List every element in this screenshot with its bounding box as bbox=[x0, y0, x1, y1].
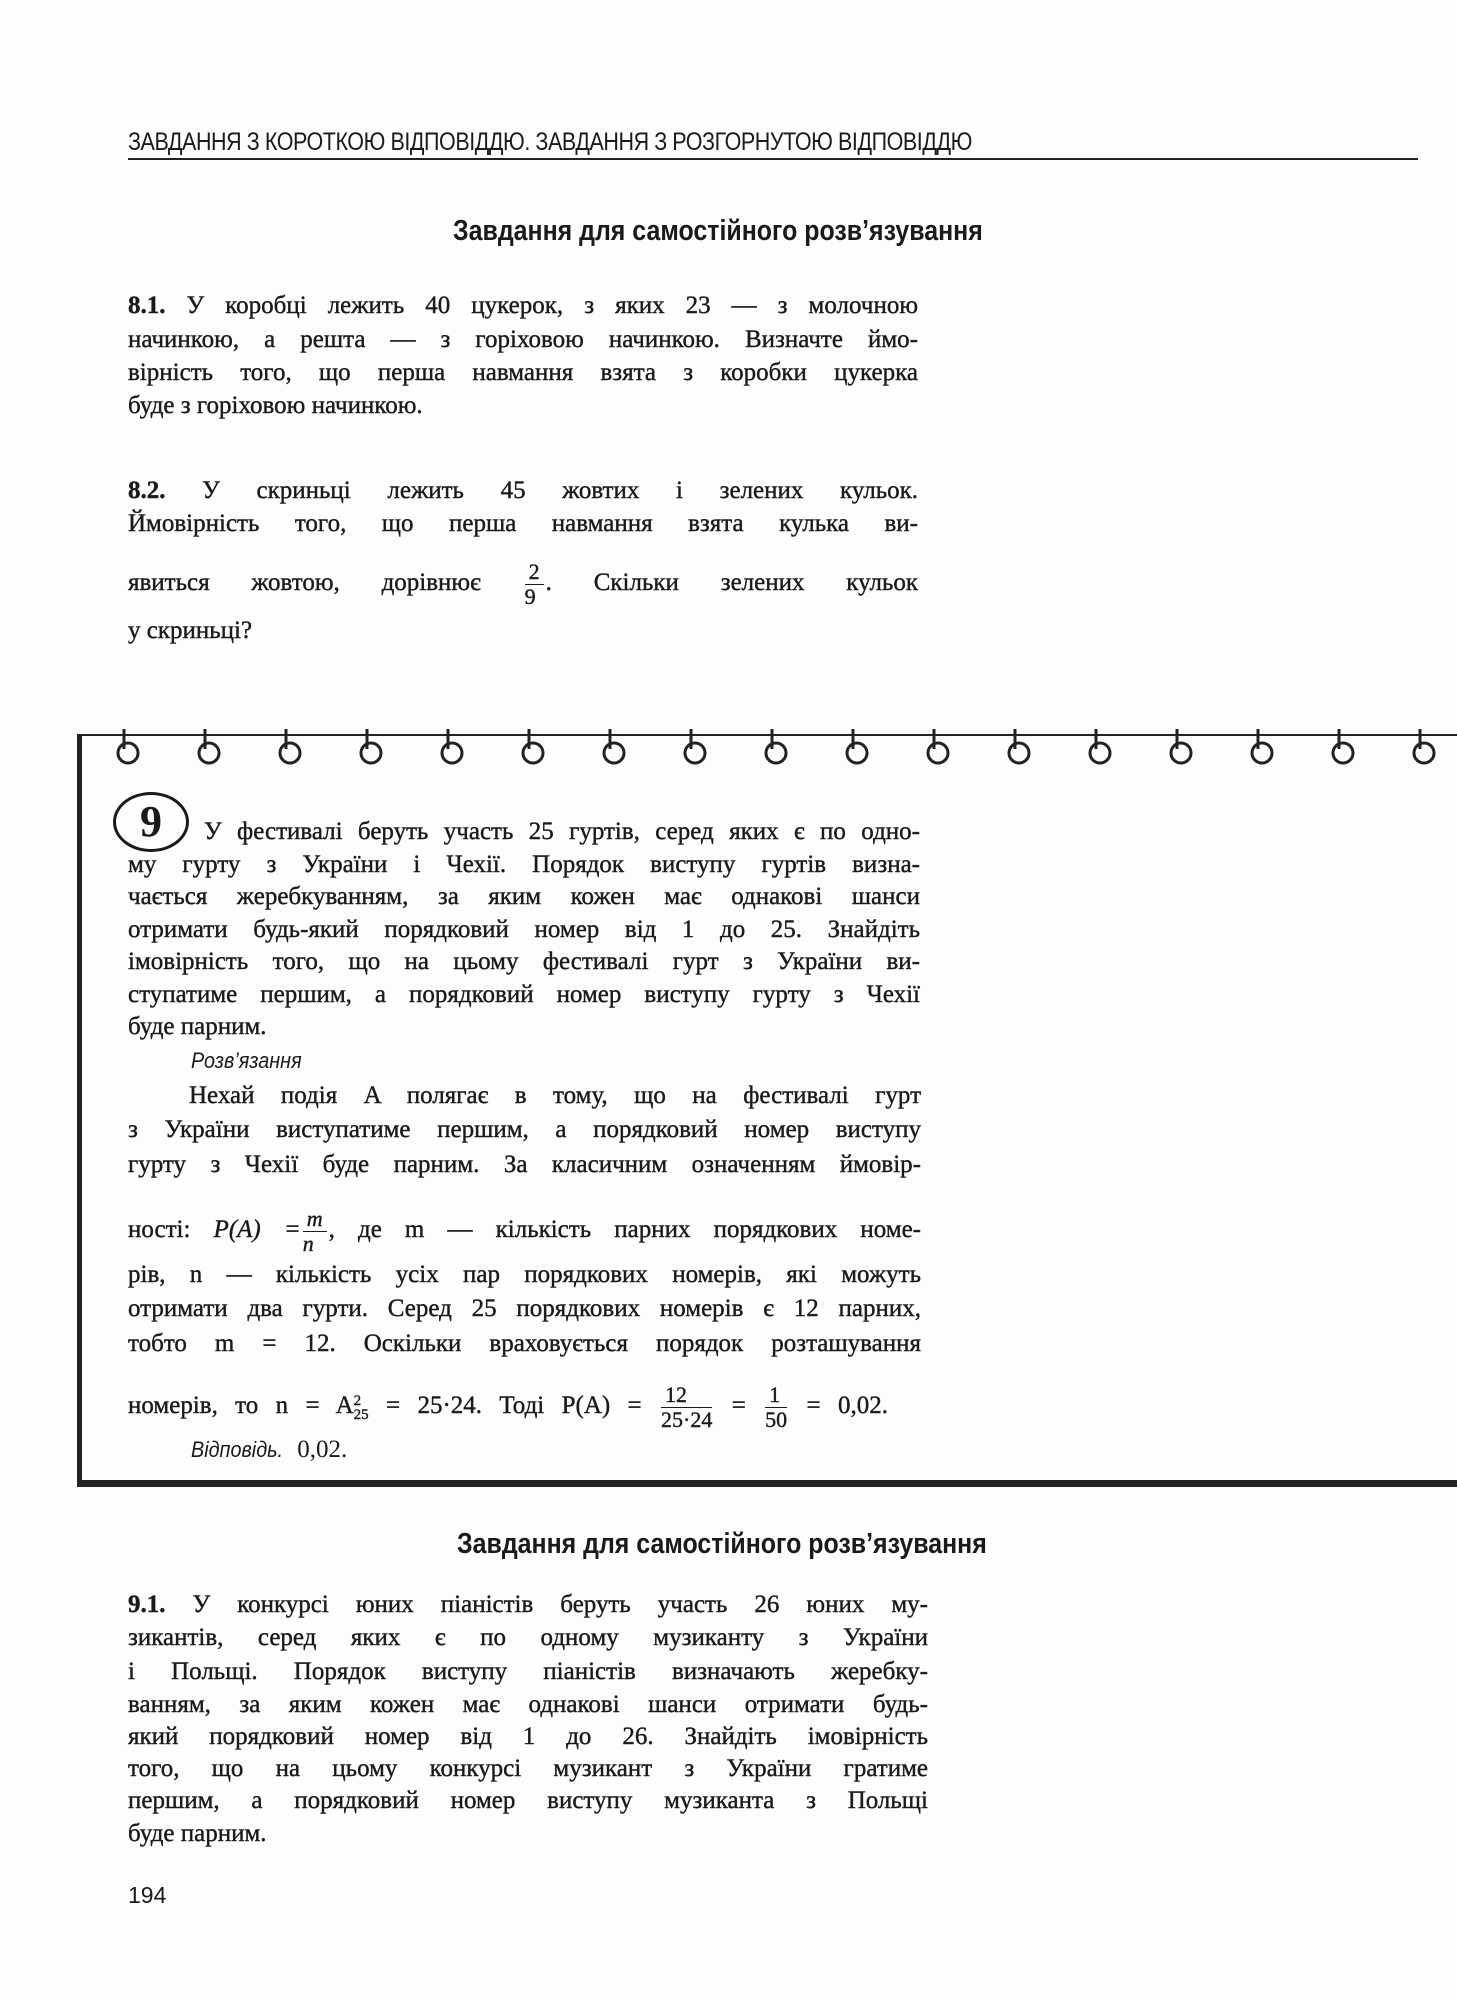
problem-line bbox=[128, 476, 918, 506]
solution-line bbox=[128, 1382, 888, 1432]
problem-line: Ймовірність того, що перша навмання взята кулька ви- bbox=[128, 510, 918, 537]
problem-line: імовірність того, що на цьому фестивалі гурт з України ви- bbox=[128, 948, 920, 975]
problem-line: зикантів, серед яких є по одному музиканту з України bbox=[128, 1624, 928, 1651]
line-text: = 0,02. bbox=[806, 1392, 888, 1420]
superscript: 2 bbox=[353, 1392, 362, 1409]
problem-line: першим, а порядковий номер виступу музиканта з Польщі bbox=[128, 1787, 928, 1814]
problem-line: того, що на цьому конкурсі музикант з України гратиме bbox=[128, 1755, 928, 1782]
line-text: = 25·24. Тоді P(A) = bbox=[386, 1392, 642, 1420]
example-number-badge: 9 bbox=[113, 792, 189, 852]
problem-line bbox=[128, 559, 919, 609]
fraction bbox=[661, 1383, 712, 1432]
solution-line: гурту з Чехії буде парним. За класичним означенням ймовір- bbox=[128, 1151, 921, 1178]
ring-icon bbox=[118, 729, 138, 763]
ring-icon bbox=[1252, 729, 1272, 763]
ring-icon bbox=[1009, 729, 1029, 763]
problem-line: му гурту з України і Чехії. Порядок виступу гуртів визна- bbox=[128, 851, 920, 878]
ring-icon bbox=[442, 729, 462, 763]
line-text: ності: bbox=[128, 1216, 191, 1244]
numerator: 2 bbox=[525, 560, 544, 585]
line-text: У скриньці лежить 45 жовтих і зелених кульок. bbox=[202, 477, 919, 504]
ring-icon bbox=[766, 729, 786, 763]
problem-line: У фестивалі беруть участь 25 гуртів, серед яких є по одно- bbox=[204, 818, 920, 845]
problem-line: і Польщі. Порядок виступу піаністів визначають жеребку- bbox=[128, 1658, 928, 1685]
problem-line: у скриньці? bbox=[128, 617, 253, 644]
problem-line: вірність того, що перша навмання взята з коробки цукерка bbox=[128, 359, 918, 386]
running-title: ЗАВДАННЯ З КОРОТКОЮ ВІДПОВІДДЮ. ЗАВДАННЯ З РОЗГОРНУТОЮ ВІДПОВІДДЮ bbox=[128, 128, 972, 156]
section-heading: Завдання для самостійного розв’язування bbox=[453, 215, 983, 247]
ring-icon bbox=[523, 729, 543, 763]
solution-line bbox=[128, 1206, 922, 1256]
problem-line: буде з горіховою начинкою. bbox=[128, 392, 423, 419]
problem-number: 9.1. bbox=[128, 1591, 166, 1618]
ring-icon bbox=[685, 729, 705, 763]
header-rule bbox=[128, 158, 1418, 160]
line-text: . Скільки зелених кульок bbox=[545, 569, 919, 597]
ring-icon bbox=[847, 729, 867, 763]
problem-number: 8.1. bbox=[128, 292, 166, 319]
problem-line: буде парним. bbox=[128, 1013, 267, 1040]
problem-line: який порядковий номер від 1 до 26. Знайдіть імовірність bbox=[128, 1723, 928, 1750]
line-text: , де m — кількість парних порядкових номе- bbox=[328, 1216, 922, 1244]
problem-line: ступатиме першим, а порядковий номер виступу гурту з Чехії bbox=[128, 981, 920, 1008]
problem-line bbox=[128, 1590, 928, 1620]
problem-line: отримати будь-який порядковий номер від 1 до 25. Знайдіть bbox=[128, 916, 920, 943]
formula: P(A) = bbox=[213, 1216, 301, 1244]
ring-icon bbox=[604, 729, 624, 763]
ring-icon bbox=[199, 729, 219, 763]
ring-icon bbox=[280, 729, 300, 763]
answer-label: Відповідь. bbox=[191, 1437, 284, 1462]
fraction bbox=[303, 1207, 327, 1256]
page-number: 194 bbox=[128, 1882, 167, 1908]
denominator: n bbox=[302, 1231, 314, 1256]
solution-line: рів, n — кількість усіх пар порядкових номерів, які можуть bbox=[128, 1261, 921, 1288]
line-text: номерів, то n = A bbox=[128, 1392, 354, 1420]
answer-value: 0,02. bbox=[297, 1436, 348, 1463]
section-heading: Завдання для самостійного розв’язування bbox=[457, 1528, 987, 1560]
subscript: 25 bbox=[353, 1406, 369, 1423]
problem-line: чається жеребкуванням, за яким кожен має однакові шанси bbox=[128, 883, 920, 910]
solution-line: Нехай подія A полягає в тому, що на фестивалі гурт bbox=[189, 1082, 921, 1109]
solution-line: з України виступатиме першим, а порядковий номер виступу bbox=[128, 1116, 921, 1143]
fraction bbox=[525, 560, 544, 609]
numerator: m bbox=[303, 1207, 327, 1232]
denominator: 9 bbox=[524, 584, 536, 609]
problem-number: 8.2. bbox=[128, 477, 166, 504]
line-text: явиться жовтою, дорівнює bbox=[128, 569, 481, 597]
problem-line: буде парним. bbox=[128, 1820, 267, 1847]
ring-icon bbox=[361, 729, 381, 763]
problem-line: ванням, за яким кожен має однакові шанси отримати будь- bbox=[128, 1691, 928, 1718]
numerator: 12 bbox=[661, 1383, 712, 1408]
numerator: 1 bbox=[765, 1383, 787, 1408]
equals: = bbox=[731, 1392, 746, 1420]
problem-line bbox=[128, 291, 918, 321]
ring-icon bbox=[1090, 729, 1110, 763]
answer bbox=[191, 1436, 347, 1464]
line-text: У коробці лежить 40 цукерок, з яких 23 — з молочною bbox=[186, 292, 919, 319]
solution-line: отримати два гурти. Серед 25 порядкових номерів є 12 парних, bbox=[128, 1295, 921, 1322]
ring-icon bbox=[1171, 729, 1191, 763]
solution-line: тобто m = 12. Оскільки враховується порядок розташування bbox=[128, 1330, 921, 1357]
denominator: 25·24 bbox=[661, 1407, 713, 1432]
ring-icon bbox=[928, 729, 948, 763]
index bbox=[354, 1394, 369, 1422]
fraction bbox=[765, 1383, 787, 1432]
notebook-rings bbox=[0, 725, 1457, 775]
ring-icon bbox=[1333, 729, 1353, 763]
line-text: У конкурсі юних піаністів беруть участь 26 юних му- bbox=[192, 1591, 928, 1618]
denominator: 50 bbox=[765, 1407, 788, 1432]
ring-icon bbox=[1414, 729, 1434, 763]
problem-line: начинкою, а решта — з горіховою начинкою. Визначте ймо- bbox=[128, 326, 918, 353]
solution-label: Розв’язання bbox=[191, 1048, 302, 1073]
